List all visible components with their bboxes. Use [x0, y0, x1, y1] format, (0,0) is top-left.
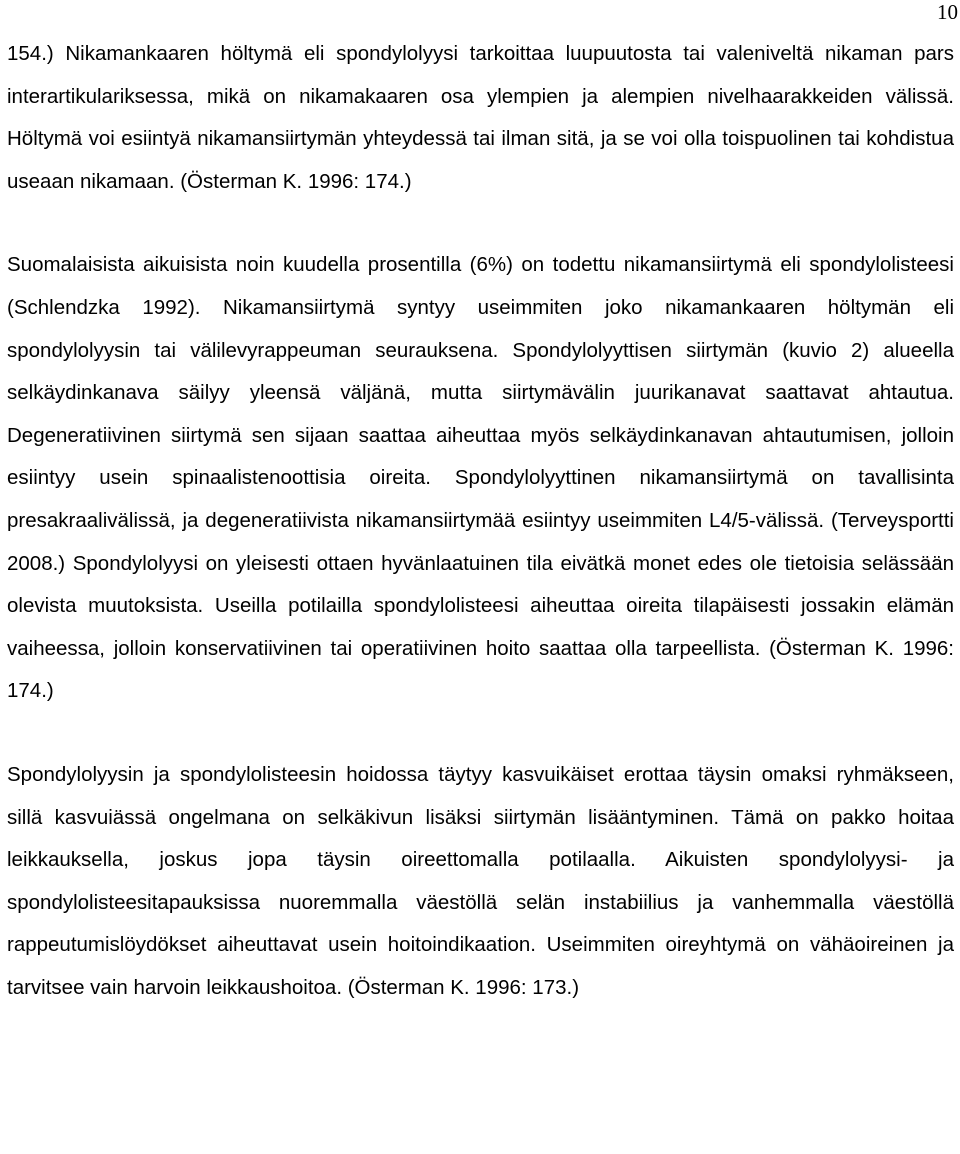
document-body [7, 33, 954, 1009]
paragraph-gap [7, 203, 954, 244]
paragraph-spondylolysis: 154.) Nikamankaaren höltymä eli spondylolyysi tarkoittaa luupuutosta tai valeniveltä nikaman pars interartikulariksessa, mikä on nikamakaaren osa ylempien ja alempien nivelhaarakkeiden välissä. Höltymä voi esiintyä nikamansiirtymän yhteydessä tai ilman sitä, ja se voi olla toispuolinen tai kohdistua useaan nikamaan. (Österman K. 1996: 174.) [7, 42, 954, 193]
paragraph-treatment: Spondylolyysin ja spondylolisteesin hoidossa täytyy kasvuikäiset erottaa täysin omaksi ryhmäkseen, sillä kasvuiässä ongelmana on selkäkivun lisäksi siirtymän lisääntyminen. Tämä on pakko hoitaa leikkauksella, joskus jopa täysin oireettomalla potilaalla. Aikuisten spondylolyysi- ja spondylolisteesitapauksissa nuoremmalla väestöllä selän instabiilius ja vanhemmalla väestöllä rappeutumislöydökset aiheuttavat usein hoitoindikaation. Useimmiten oireyhtymä on vähäoireinen ja tarvitsee vain harvoin leikkaushoitoa. (Österman K. 1996: 173.) [7, 762, 954, 999]
paragraph-spondylolisthesis: Suomalaisista aikuisista noin kuudella prosentilla (6%) on todettu nikamansiirtymä eli spondylolisteesi (Schlendzka 1992). Nikamansiirtymä syntyy useimmiten joko nikamankaaren höltymän eli spondylolyysin tai välilevyrappeuman seurauksena. Spondylolyyttisen siirtymän (kuvio 2) alueella selkäydinkanava säilyy yleensä väljänä, mutta siirtymävälin juurikanavat saattavat ahtautua. Degeneratiivinen siirtymä sen sijaan saattaa aiheuttaa myös selkäydinkanavan ahtautumisen, jolloin esiintyy usein spinaalistenoottisia oireita. Spondylolyyttinen nikamansiirtymä on tavallisinta presakraalivälissä, ja degeneratiivista nikamansiirtymää esiintyy useimmiten L4/5-välissä. (Terveysportti 2008.) Spondylolyysi on yleisesti ottaen hyvänlaatuinen tila eivätkä monet edes ole tietoisia selässään olevista muutoksista. Useilla potilailla spondylolisteesi aiheuttaa oireita tilapäisesti jossakin elämän vaiheessa, jolloin konservatiivinen tai operatiivinen hoito saattaa olla tarpeellista. (Österman K. 1996: 174.) [7, 253, 954, 703]
paragraph-gap [7, 713, 954, 754]
page-number: 10 [937, 0, 958, 24]
